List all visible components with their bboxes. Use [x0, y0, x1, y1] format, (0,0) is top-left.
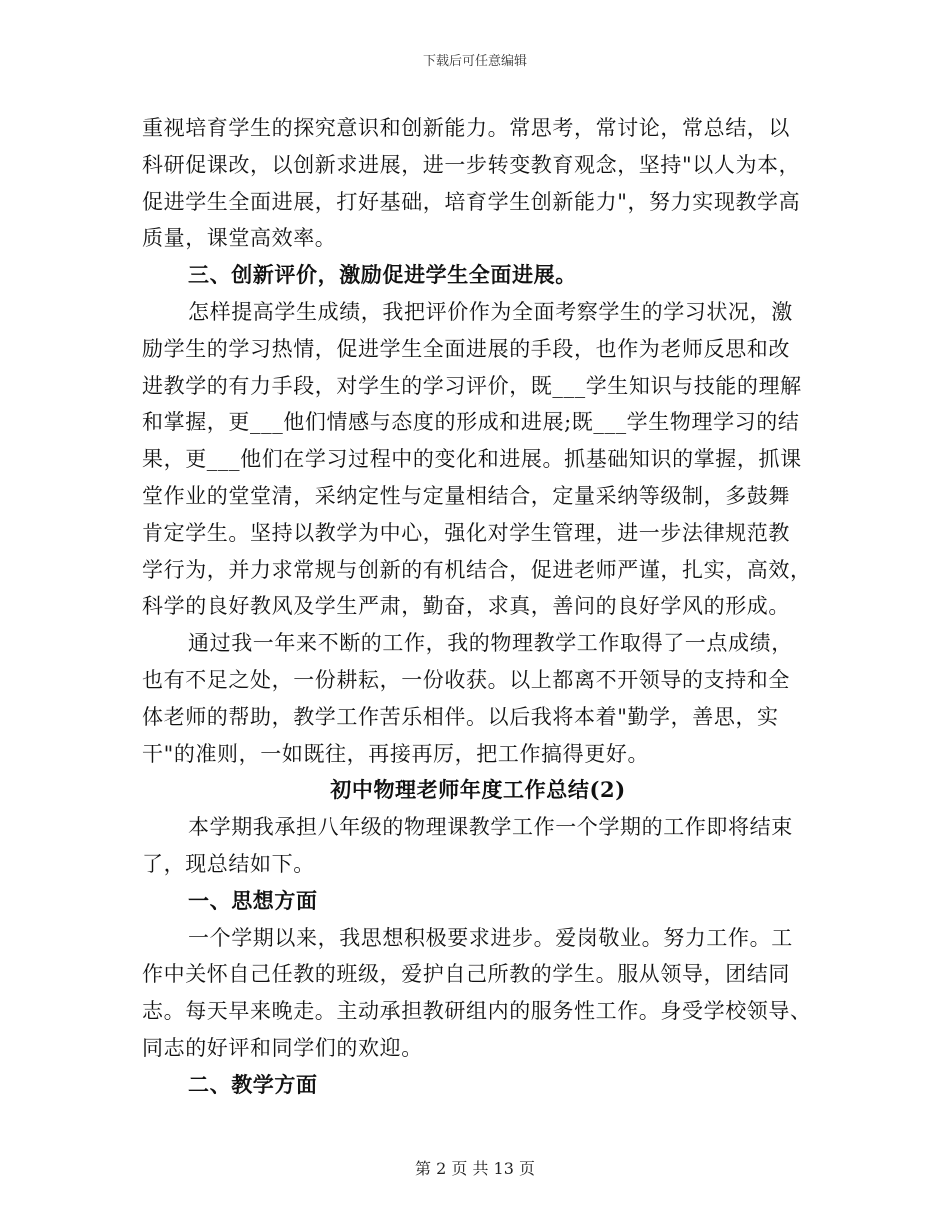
paragraph-line: 作中关怀自己任教的班级，爱护自己所教的学生。服从领导，团结同	[142, 962, 790, 987]
document-body	[142, 110, 814, 1104]
section-heading-innovative-evaluation: 三、创新评价，激励促进学生全面进展。	[188, 262, 577, 288]
paragraph-line: 体老师的帮助，教学工作苦乐相伴。以后我将本着"勤学，善思，实	[142, 704, 779, 729]
document-title: 初中物理老师年度工作总结(2)	[330, 777, 626, 803]
paragraph-line: 怎样提高学生成绩，我把评价作为全面考察学生的学习状况，激	[188, 299, 793, 324]
paragraph-line: 一个学期以来，我思想积极要求进步。爱岗敬业。努力工作。工	[188, 925, 793, 950]
paragraph-line: 进教学的有力手段，对学生的学习评价，既___学生知识与技能的理解	[142, 373, 802, 398]
paragraph-line: 促进学生全面进展，打好基础，培育学生创新能力"，努力实现教学高	[142, 189, 801, 214]
paragraph-line: 肯定学生。坚持以教学为中心，强化对学生管理，进一步法律规范教	[142, 520, 790, 545]
paragraph-line: 同志的好评和同学们的欢迎。	[142, 1035, 423, 1060]
paragraph-line: 励学生的学习热情，促进学生全面进展的手段，也作为老师反思和改	[142, 336, 790, 361]
paragraph-line: 质量，课堂高效率。	[142, 226, 337, 251]
paragraph-line: 通过我一年来不断的工作，我的物理教学工作取得了一点成绩，	[188, 631, 793, 656]
paragraph-line: 了，现总结如下。	[142, 851, 315, 876]
paragraph-line: 科研促课改，以创新求进展，进一步转变教育观念，坚持"以人为本，	[142, 152, 801, 177]
paragraph-line: 本学期我承担八年级的物理课教学工作一个学期的工作即将结束	[188, 815, 793, 840]
section-heading-teaching: 二、教学方面	[188, 1071, 318, 1097]
paragraph-line: 志。每天早来晚走。主动承担教研组内的服务性工作。身受学校领导、	[142, 999, 812, 1024]
paragraph-line: 和掌握，更___他们情感与态度的形成和进展;既___学生物理学习的结	[142, 410, 800, 435]
section-heading-thinking: 一、思想方面	[188, 887, 318, 913]
header-note: 下载后可任意编辑	[422, 54, 527, 69]
page-number: 第 2 页 共 13 页	[415, 1159, 535, 1178]
paragraph-line: 干"的准则，一如既往，再接再厉，把工作搞得更好。	[142, 741, 650, 766]
paragraph-line: 堂作业的堂堂清，采纳定性与定量相结合，定量采纳等级制，多鼓舞	[142, 483, 790, 508]
paragraph-line: 重视培育学生的探究意识和创新能力。常思考，常讨论，常总结，以	[142, 116, 790, 140]
paragraph-line: 学行为，并力求常规与创新的有机结合，促进老师严谨，扎实，高效，	[142, 557, 812, 582]
paragraph-line: 科学的良好教风及学生严肃，勤奋，求真，善问的良好学风的形成。	[142, 594, 790, 619]
paragraph-line: 果，更___他们在学习过程中的变化和进展。抓基础知识的掌握，抓课	[142, 447, 802, 472]
paragraph-line: 也有不足之处，一份耕耘，一份收获。以上都离不开领导的支持和全	[142, 667, 790, 692]
